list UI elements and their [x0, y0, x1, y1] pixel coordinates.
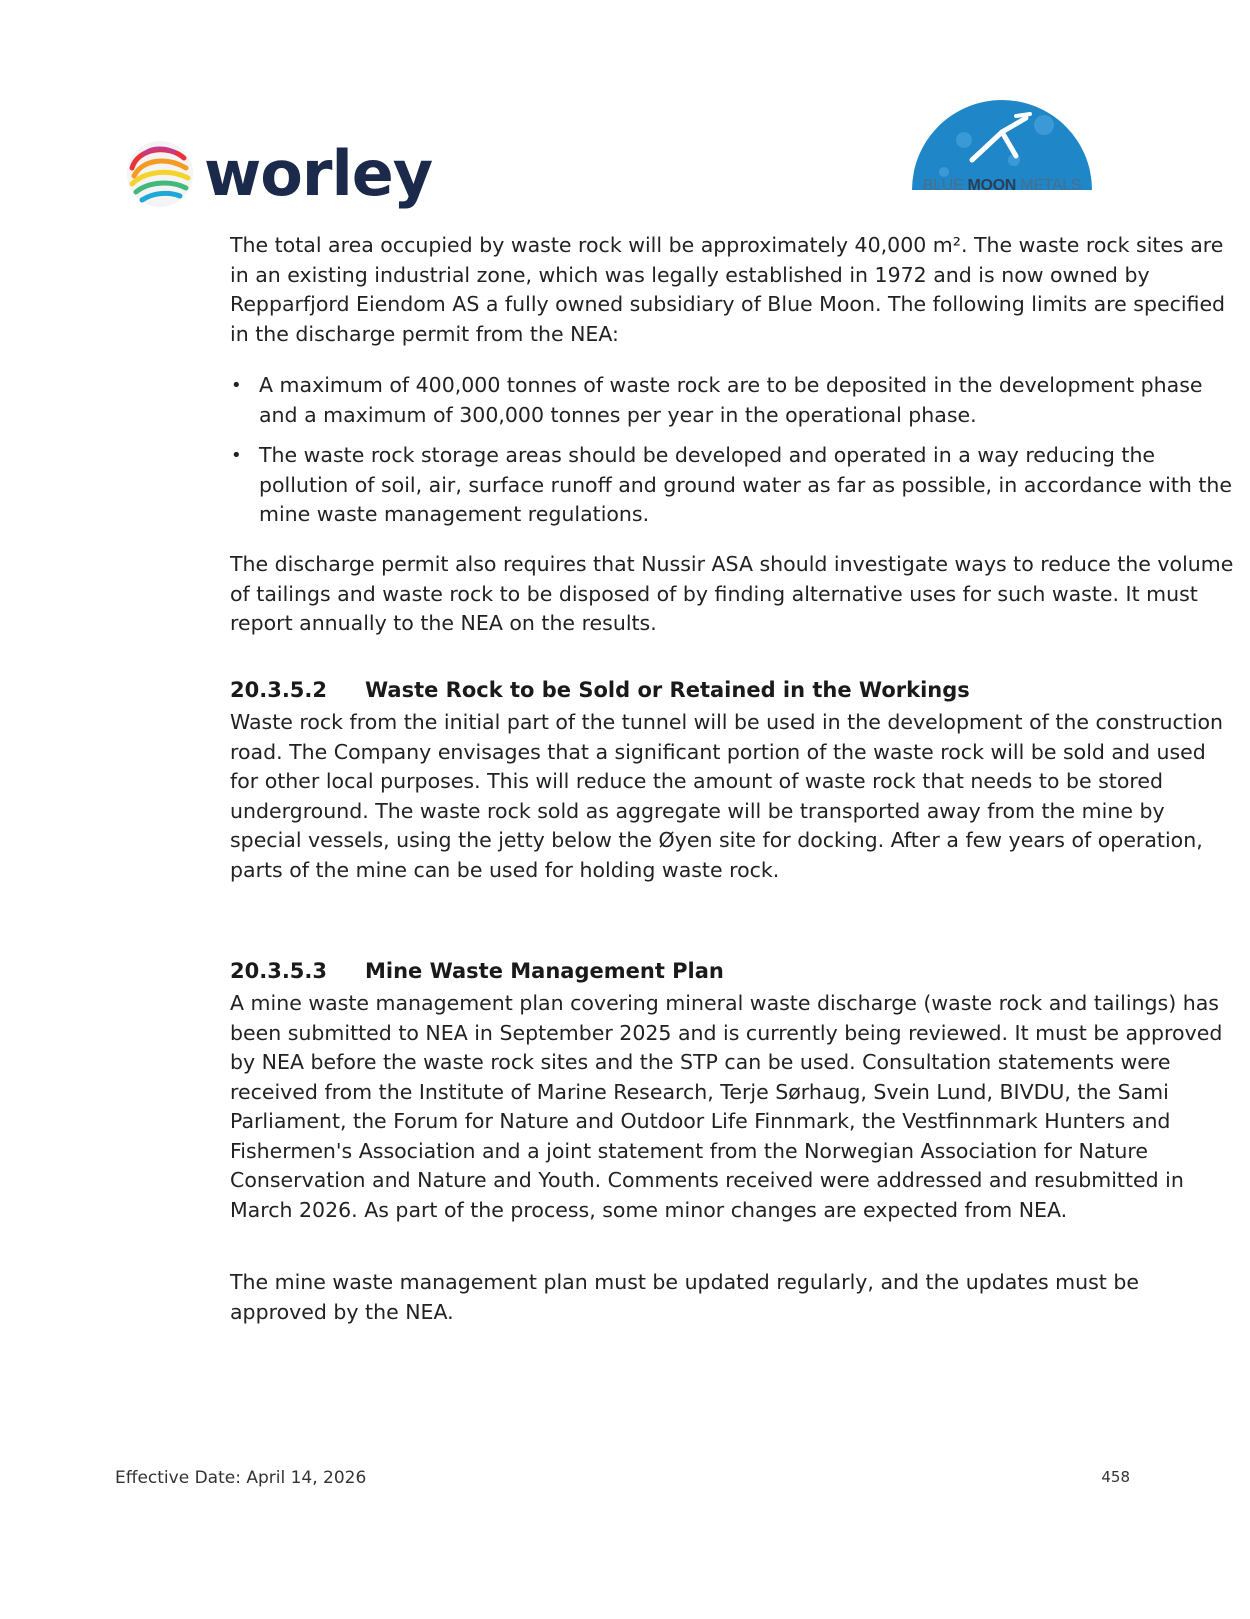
blue-moon-icon — [904, 80, 1100, 190]
permit-paragraph: The discharge permit also requires that Nussir ASA should investigate ways to reduce the volume of tailings and waste rock to be disposed of by finding alternative uses for such waste. It must report annually to the NEA on the results. — [230, 552, 1234, 635]
blue-moon-metals-wordmark — [904, 177, 1100, 195]
section-paragraph: The mine waste management plan must be updated regularly, and the updates must be approved by the NEA. — [230, 1270, 1139, 1324]
logo-text-moon: MOON — [967, 177, 1017, 194]
section-paragraph: Waste rock from the initial part of the tunnel will be used in the development of the construction road. The Company envisages that a significant portion of the waste rock will be sold and used for other local purposes. This will reduce the amount of waste rock that needs to be stored underground. The waste rock sold as aggregate will be transported away from the mine by special vessels, using the jetty below the Øyen site for docking. After a few years of operation, parts of the mine can be used for holding waste rock. — [230, 710, 1224, 882]
section-heading — [230, 676, 970, 706]
logo-text-blue: BLUE — [922, 177, 968, 194]
permit-limits-list — [230, 371, 1240, 541]
intro-paragraph: The total area occupied by waste rock will be approximately 40,000 m². The waste rock sites are in an existing industrial zone, which was legally established in 1972 and is now owned by Repparfjord Eiendom AS a fully owned subsidiary of Blue Moon. The following limits are specified in the discharge permit from the NEA: — [230, 233, 1226, 346]
list-item: • The waste rock storage areas should be developed and operated in a way reducing the pollution of soil, air, surface runoff and ground water as far as possible, in accordance with the mine waste management regulations. — [230, 441, 1240, 530]
page-number: 458 — [1101, 1468, 1130, 1486]
section-title: Mine Waste Management Plan — [365, 959, 724, 983]
logo-text-metals: METALS — [1016, 177, 1082, 194]
effective-date: Effective Date: April 14, 2026 — [115, 1468, 367, 1488]
section-number: 20.3.5.3 — [230, 959, 327, 983]
worley-swirl-icon — [124, 138, 196, 210]
section-heading — [230, 957, 724, 987]
list-item: • A maximum of 400,000 tonnes of waste rock are to be deposited in the development phase and a maximum of 300,000 tonnes per year in the operational phase. — [230, 371, 1240, 430]
section-paragraph: A mine waste management plan covering mineral waste discharge (waste rock and tailings) has been submitted to NEA in September 2025 and is currently being reviewed. It must be approved by NEA before the waste rock sites and the STP can be used. Consultation statements were received from the Institute of Marine Research, Terje Sørhaug, Svein Lund, BIVDU, the Sami Parliament, the Forum for Nature and Outdoor Life Finnmark, the Vestfinnmark Hunters and Fishermen's Association and a joint statement from the Norwegian Association for Nature Conservation and Nature and Youth. Comments received were addressed and resubmitted in March 2026. As part of the process, some minor changes are expected from NEA. — [230, 991, 1223, 1222]
section-title: Waste Rock to be Sold or Retained in the Workings — [365, 678, 970, 702]
section-number: 20.3.5.2 — [230, 678, 327, 702]
worley-wordmark: worley — [204, 137, 433, 210]
worley-logo — [124, 138, 432, 210]
